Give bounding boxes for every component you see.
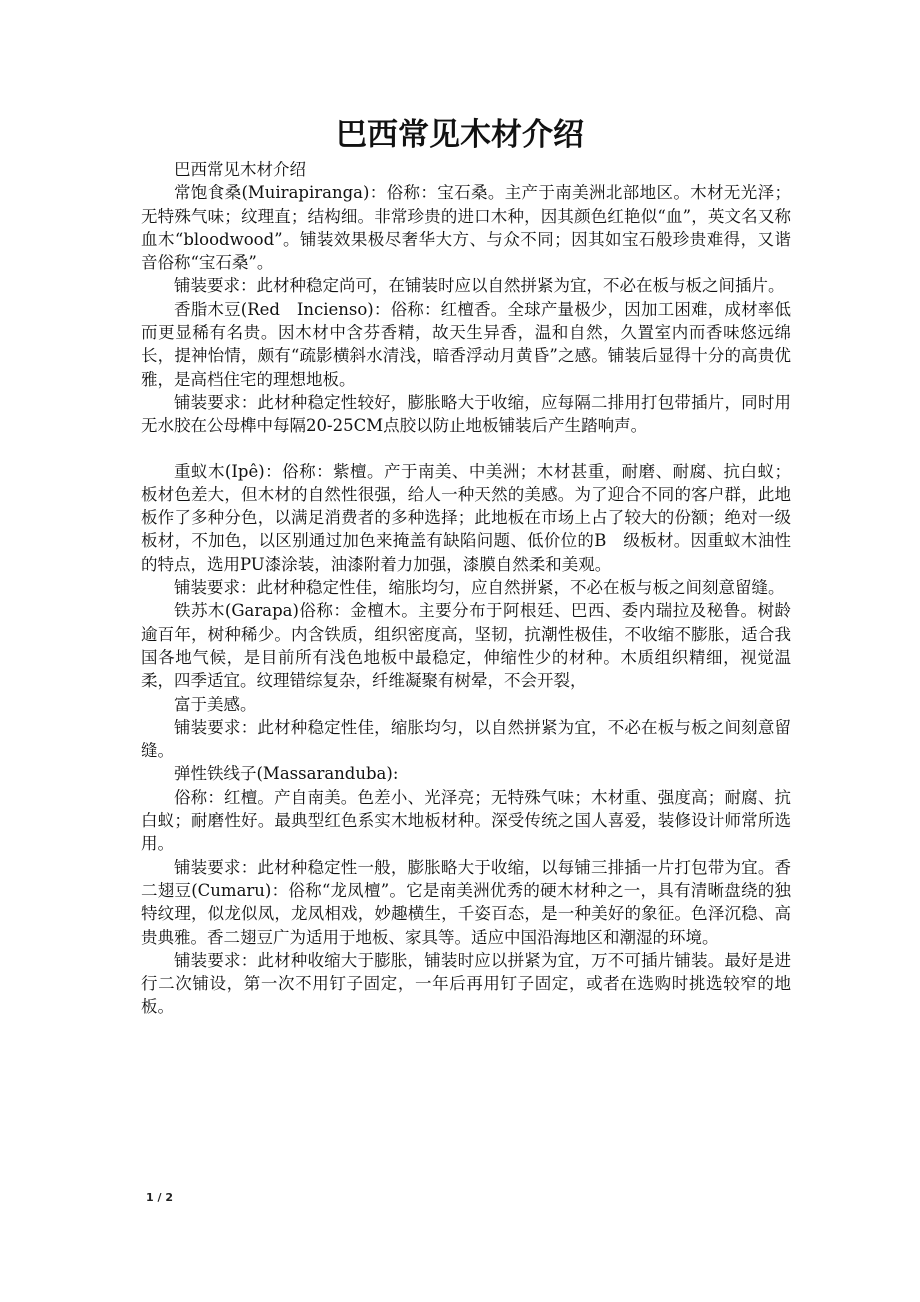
paragraph-ipe: 重蚁木(Ipê)：俗称：紫檀。产于南美、中美洲；木材甚重，耐磨、耐腐、抗白蚁；板材色差大，但木材的自然性很强，给人一种天然的美感。为了迎合不同的客户群，此地板作了多种分色，以满足消费者的多种选择；此地板在市场上占了较大的份额；绝对一级板材，不加色，以区别通过加色来掩盖有缺陷问题、低价位的B 级板材。因重蚁木油性的特点，选用PU漆涂装，油漆附着力加强，漆膜自然柔和美观。 [141,461,791,574]
document-body [141,158,791,1019]
paragraph-massaranduba-install-cumaru: 铺装要求：此材种稳定性一般，膨胀略大于收缩，以每铺三排插一片打包带为宜。香二翅豆(Cumaru)：俗称“龙凤檀”。它是南美洲优秀的硬木材种之一，具有清晰盘绕的独特纹理，似龙似凤，龙凤相戏，妙趣横生，千姿百态，是一种美好的象征。色泽沉稳、高贵典雅。香二翅豆广为适用于地板、家具等。适应中国沿海地区和潮湿的环境。 [141,857,791,947]
paragraph-subtitle: 巴西常见木材介绍 [174,160,306,179]
paragraph-garapa-install: 铺装要求：此材种稳定性佳，缩胀均匀，以自然拼紧为宜，不必在板与板之间刻意留缝。 [141,717,791,761]
paragraph-garapa-continued: 富于美感。 [174,694,257,714]
paragraph-red-incienso: 香脂木豆(Red Incienso)：俗称：红檀香。全球产量极少，因加工困难，成材率低而更显稀有名贵。因木材中含芬香精，故天生异香，温和自然，久置室内而香味悠远绵长，提神怡情，颇有“疏影横斜水清浅，暗香浮动月黄昏”之感。铺装后显得十分的高贵优雅，是高档住宅的理想地板。 [141,299,791,389]
paragraph-ipe-install: 铺装要求：此材种稳定性佳，缩胀均匀，应自然拼紧，不必在板与板之间刻意留缝。 [174,578,785,598]
paragraph-muirapiranga: 常饱食桑(Muirapiranga)：俗称：宝石桑。主产于南美洲北部地区。木材无光泽；无特殊气味；纹理直；结构细。非常珍贵的进口木种，因其颜色红艳似“血”，英文名又称血木“bloodwood”。铺装效果极尽奢华大方、与众不同；因其如宝石般珍贵难得，又谐音俗称“宝石桑”。 [141,183,791,273]
paragraph-massaranduba: 俗称：红檀。产自南美。色差小、光泽亮；无特殊气味；木材重、强度高；耐腐、抗白蚁；耐磨性好。最典型红色系实木地板材种。深受传统之国人喜爱，装修设计师常所选用。 [141,787,791,854]
paragraph-massaranduba-heading: 弹性铁线子(Massaranduba): [174,764,399,784]
paragraph-red-incienso-install: 铺装要求：此材种稳定性较好，膨胀略大于收缩，应每隔二排用打包带插片，同时用无水胶在公母榫中每隔20-25CM点胶以防止地板铺装后产生踏响声。 [141,392,791,436]
paragraph-muirapiranga-install: 铺装要求：此材种稳定尚可，在铺装时应以自然拼紧为宜，不必在板与板之间插片。 [174,276,785,296]
page-title: 巴西常见木材介绍 [336,117,584,153]
paragraph-blank [141,438,791,460]
page-number: 1 / 2 [146,1191,173,1204]
paragraph-garapa: 铁苏木(Garapa)俗称：金檀木。主要分布于阿根廷、巴西、委内瑞拉及秘鲁。树龄逾百年，树种稀少。内含铁质，组织密度高，坚韧，抗潮性极佳，不收缩不膨胀，适合我国各地气候，是目前所有浅色地板中最稳定，伸缩性少的材种。木质组织精细，视觉温柔，四季适宜。纹理错综复杂，纤维凝聚有树晕，不会开裂， [141,601,791,691]
paragraph-cumaru-install: 铺装要求：此材种收缩大于膨胀，铺装时应以拼紧为宜，万不可插片铺装。最好是进行二次铺设，第一次不用钉子固定，一年后再用钉子固定，或者在选购时挑选较窄的地板。 [141,950,791,1017]
